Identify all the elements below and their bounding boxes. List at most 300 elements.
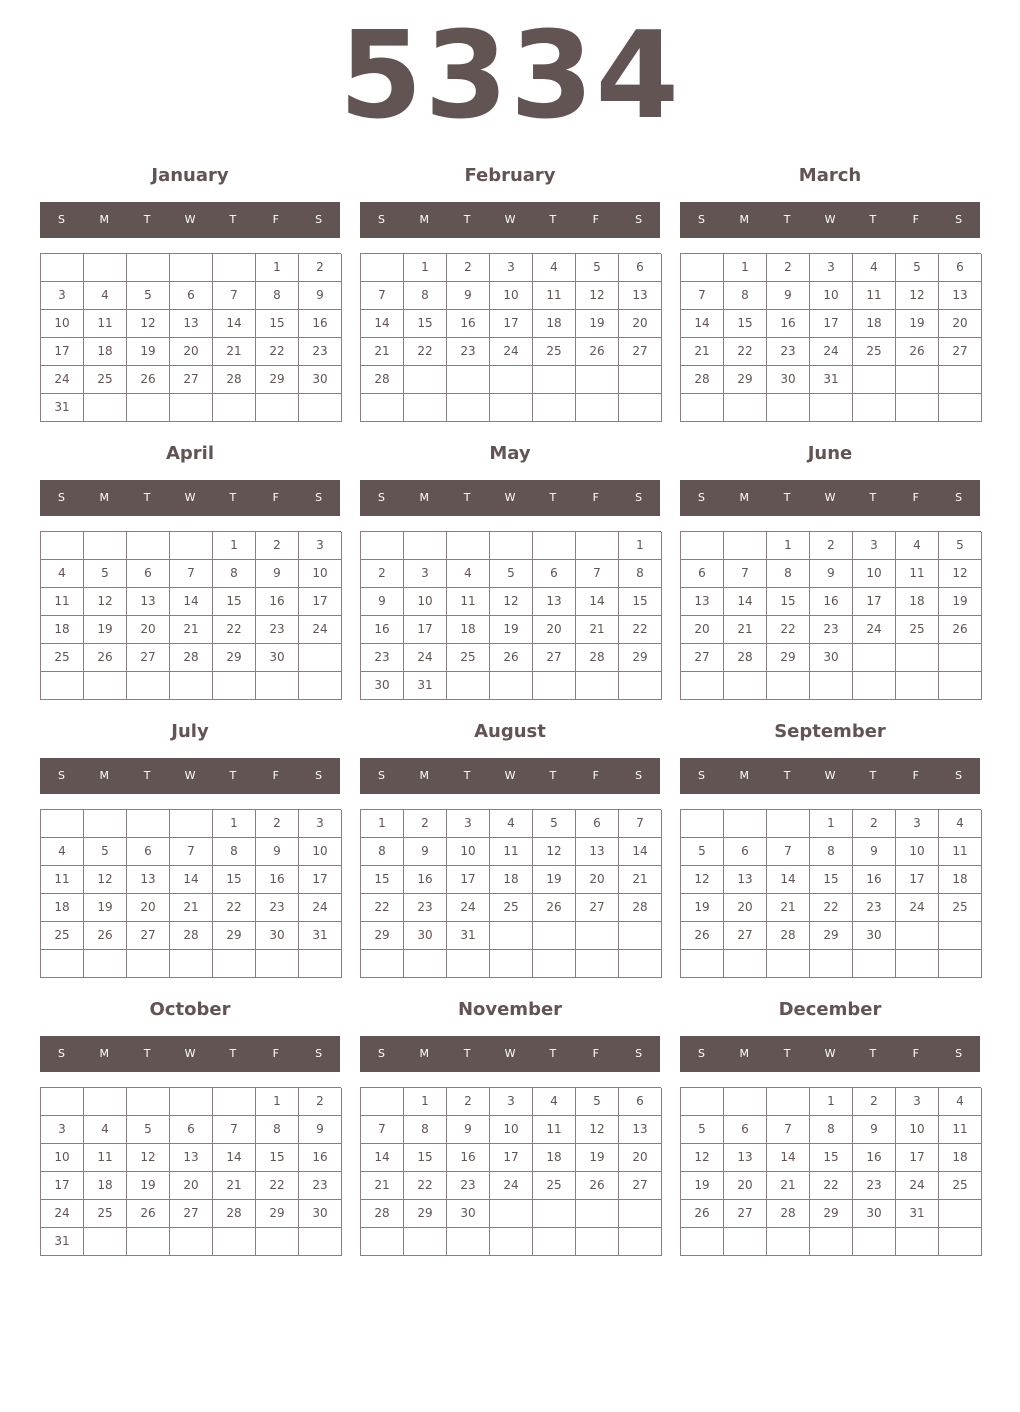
empty-day-cell bbox=[127, 532, 170, 560]
month-name: February bbox=[464, 165, 556, 186]
day-cell: 24 bbox=[896, 1172, 939, 1200]
weekday-header bbox=[680, 758, 980, 794]
day-cell: 14 bbox=[576, 588, 619, 616]
empty-day-cell bbox=[533, 394, 576, 422]
day-grid bbox=[40, 809, 341, 978]
empty-day-cell bbox=[896, 394, 939, 422]
day-cell: 25 bbox=[41, 922, 84, 950]
empty-day-cell bbox=[533, 672, 576, 700]
empty-day-cell bbox=[127, 672, 170, 700]
day-cell: 28 bbox=[213, 1200, 256, 1228]
day-cell: 4 bbox=[533, 1088, 576, 1116]
empty-day-cell bbox=[41, 950, 84, 978]
day-cell: 17 bbox=[490, 1144, 533, 1172]
day-cell: 22 bbox=[361, 894, 404, 922]
day-cell: 18 bbox=[447, 616, 490, 644]
weekday-header bbox=[360, 758, 660, 794]
day-cell: 31 bbox=[404, 672, 447, 700]
day-cell: 8 bbox=[213, 838, 256, 866]
day-cell: 14 bbox=[767, 1144, 810, 1172]
day-cell: 14 bbox=[724, 588, 767, 616]
empty-day-cell bbox=[619, 1200, 662, 1228]
day-cell: 30 bbox=[447, 1200, 490, 1228]
empty-day-cell bbox=[361, 394, 404, 422]
day-cell: 28 bbox=[361, 1200, 404, 1228]
day-cell: 14 bbox=[213, 310, 256, 338]
day-cell: 7 bbox=[170, 560, 213, 588]
day-cell: 13 bbox=[724, 866, 767, 894]
day-cell: 7 bbox=[767, 838, 810, 866]
empty-day-cell bbox=[490, 532, 533, 560]
day-cell: 16 bbox=[404, 866, 447, 894]
month-name: May bbox=[489, 443, 531, 464]
day-grid bbox=[40, 1087, 341, 1256]
weekday-label: T bbox=[783, 769, 791, 782]
day-cell: 19 bbox=[127, 338, 170, 366]
day-cell: 25 bbox=[939, 894, 982, 922]
weekday-label: M bbox=[99, 213, 110, 226]
day-cell: 12 bbox=[576, 282, 619, 310]
empty-day-cell bbox=[681, 1088, 724, 1116]
empty-day-cell bbox=[810, 394, 853, 422]
day-grid bbox=[360, 531, 661, 700]
day-cell: 16 bbox=[361, 616, 404, 644]
empty-day-cell bbox=[681, 950, 724, 978]
weekday-label: T bbox=[869, 491, 877, 504]
day-cell: 15 bbox=[213, 588, 256, 616]
empty-day-cell bbox=[84, 394, 127, 422]
day-cell: 22 bbox=[256, 338, 299, 366]
empty-day-cell bbox=[361, 1088, 404, 1116]
day-cell: 26 bbox=[576, 338, 619, 366]
weekday-label: W bbox=[184, 213, 196, 226]
day-cell: 3 bbox=[896, 1088, 939, 1116]
empty-day-cell bbox=[299, 1228, 342, 1256]
empty-day-cell bbox=[170, 532, 213, 560]
day-cell: 16 bbox=[256, 588, 299, 616]
day-cell: 28 bbox=[170, 922, 213, 950]
day-cell: 21 bbox=[767, 894, 810, 922]
empty-day-cell bbox=[404, 1228, 447, 1256]
weekday-label: M bbox=[99, 491, 110, 504]
weekday-header bbox=[360, 1036, 660, 1072]
weekday-label: W bbox=[504, 769, 516, 782]
day-cell: 16 bbox=[810, 588, 853, 616]
weekday-label: S bbox=[57, 769, 65, 782]
day-cell: 10 bbox=[810, 282, 853, 310]
weekday-label: W bbox=[504, 213, 516, 226]
day-cell: 30 bbox=[361, 672, 404, 700]
empty-day-cell bbox=[619, 366, 662, 394]
weekday-label: F bbox=[272, 491, 279, 504]
weekday-label: F bbox=[272, 769, 279, 782]
weekday-label: F bbox=[912, 491, 919, 504]
empty-day-cell bbox=[724, 950, 767, 978]
day-cell: 22 bbox=[810, 1172, 853, 1200]
day-cell: 4 bbox=[447, 560, 490, 588]
day-cell: 28 bbox=[724, 644, 767, 672]
day-cell: 15 bbox=[724, 310, 767, 338]
weekday-label: T bbox=[549, 769, 557, 782]
day-cell: 30 bbox=[299, 1200, 342, 1228]
empty-day-cell bbox=[724, 532, 767, 560]
empty-day-cell bbox=[170, 1088, 213, 1116]
day-cell: 29 bbox=[213, 644, 256, 672]
empty-day-cell bbox=[724, 1228, 767, 1256]
day-cell: 9 bbox=[767, 282, 810, 310]
day-cell: 8 bbox=[619, 560, 662, 588]
weekday-label: W bbox=[504, 491, 516, 504]
empty-day-cell bbox=[767, 950, 810, 978]
day-cell: 27 bbox=[619, 1172, 662, 1200]
day-cell: 21 bbox=[170, 616, 213, 644]
empty-day-cell bbox=[896, 366, 939, 394]
day-grid bbox=[680, 1087, 981, 1256]
weekday-label: M bbox=[739, 1047, 750, 1060]
weekday-label: W bbox=[824, 491, 836, 504]
day-cell: 23 bbox=[447, 1172, 490, 1200]
day-cell: 3 bbox=[896, 810, 939, 838]
day-cell: 2 bbox=[447, 1088, 490, 1116]
weekday-label: S bbox=[57, 491, 65, 504]
day-grid bbox=[680, 253, 981, 422]
weekday-label: S bbox=[697, 213, 705, 226]
day-cell: 29 bbox=[767, 644, 810, 672]
empty-day-cell bbox=[447, 672, 490, 700]
day-cell: 6 bbox=[576, 810, 619, 838]
day-cell: 10 bbox=[299, 838, 342, 866]
day-cell: 11 bbox=[896, 560, 939, 588]
empty-day-cell bbox=[533, 950, 576, 978]
weekday-label: F bbox=[592, 1047, 599, 1060]
day-cell: 15 bbox=[256, 1144, 299, 1172]
day-cell: 24 bbox=[404, 644, 447, 672]
empty-day-cell bbox=[533, 532, 576, 560]
month-march bbox=[680, 160, 981, 430]
empty-day-cell bbox=[681, 672, 724, 700]
day-cell: 18 bbox=[939, 1144, 982, 1172]
weekday-label: T bbox=[143, 769, 151, 782]
day-cell: 15 bbox=[213, 866, 256, 894]
day-cell: 14 bbox=[170, 866, 213, 894]
day-cell: 25 bbox=[533, 338, 576, 366]
day-cell: 9 bbox=[299, 282, 342, 310]
weekday-label: M bbox=[739, 491, 750, 504]
day-cell: 20 bbox=[170, 1172, 213, 1200]
day-cell: 17 bbox=[896, 866, 939, 894]
weekday-label: T bbox=[549, 1047, 557, 1060]
day-cell: 31 bbox=[41, 394, 84, 422]
day-cell: 14 bbox=[681, 310, 724, 338]
empty-day-cell bbox=[447, 1228, 490, 1256]
day-cell: 28 bbox=[213, 366, 256, 394]
day-cell: 13 bbox=[170, 310, 213, 338]
day-cell: 23 bbox=[447, 338, 490, 366]
empty-day-cell bbox=[170, 1228, 213, 1256]
day-cell: 21 bbox=[619, 866, 662, 894]
day-cell: 1 bbox=[256, 1088, 299, 1116]
empty-day-cell bbox=[939, 950, 982, 978]
empty-day-cell bbox=[767, 810, 810, 838]
day-cell: 16 bbox=[767, 310, 810, 338]
day-cell: 7 bbox=[619, 810, 662, 838]
day-cell: 29 bbox=[810, 1200, 853, 1228]
empty-day-cell bbox=[213, 1088, 256, 1116]
day-cell: 31 bbox=[810, 366, 853, 394]
empty-day-cell bbox=[127, 254, 170, 282]
day-cell: 17 bbox=[299, 588, 342, 616]
month-october bbox=[40, 994, 341, 1264]
month-april bbox=[40, 438, 341, 708]
weekday-label: F bbox=[272, 1047, 279, 1060]
day-cell: 28 bbox=[361, 366, 404, 394]
weekday-label: S bbox=[315, 213, 323, 226]
day-cell: 10 bbox=[41, 1144, 84, 1172]
weekday-header bbox=[680, 202, 980, 238]
weekday-label: M bbox=[419, 491, 430, 504]
day-cell: 22 bbox=[404, 1172, 447, 1200]
day-cell: 9 bbox=[404, 838, 447, 866]
empty-day-cell bbox=[490, 672, 533, 700]
month-december bbox=[680, 994, 981, 1264]
day-cell: 19 bbox=[681, 894, 724, 922]
empty-day-cell bbox=[896, 672, 939, 700]
day-cell: 13 bbox=[619, 282, 662, 310]
day-cell: 9 bbox=[853, 1116, 896, 1144]
day-cell: 23 bbox=[810, 616, 853, 644]
empty-day-cell bbox=[939, 366, 982, 394]
day-cell: 5 bbox=[576, 254, 619, 282]
month-february bbox=[360, 160, 661, 430]
day-cell: 25 bbox=[490, 894, 533, 922]
day-cell: 7 bbox=[213, 1116, 256, 1144]
empty-day-cell bbox=[490, 366, 533, 394]
day-cell: 26 bbox=[127, 1200, 170, 1228]
weekday-label: S bbox=[697, 769, 705, 782]
day-cell: 8 bbox=[724, 282, 767, 310]
day-cell: 10 bbox=[896, 838, 939, 866]
empty-day-cell bbox=[299, 644, 342, 672]
empty-day-cell bbox=[939, 1200, 982, 1228]
day-cell: 31 bbox=[299, 922, 342, 950]
day-cell: 1 bbox=[361, 810, 404, 838]
day-cell: 18 bbox=[533, 1144, 576, 1172]
day-cell: 30 bbox=[810, 644, 853, 672]
day-cell: 27 bbox=[681, 644, 724, 672]
day-cell: 18 bbox=[533, 310, 576, 338]
weekday-label: W bbox=[184, 1047, 196, 1060]
empty-day-cell bbox=[490, 1200, 533, 1228]
day-cell: 4 bbox=[853, 254, 896, 282]
day-cell: 2 bbox=[299, 254, 342, 282]
day-cell: 11 bbox=[490, 838, 533, 866]
day-cell: 30 bbox=[256, 644, 299, 672]
day-cell: 1 bbox=[810, 1088, 853, 1116]
weekday-label: S bbox=[315, 769, 323, 782]
day-cell: 20 bbox=[170, 338, 213, 366]
day-cell: 15 bbox=[810, 866, 853, 894]
weekday-label: W bbox=[184, 769, 196, 782]
day-cell: 29 bbox=[361, 922, 404, 950]
day-cell: 27 bbox=[724, 1200, 767, 1228]
weekday-label: M bbox=[419, 213, 430, 226]
day-cell: 14 bbox=[619, 838, 662, 866]
day-cell: 21 bbox=[170, 894, 213, 922]
day-cell: 14 bbox=[213, 1144, 256, 1172]
empty-day-cell bbox=[533, 366, 576, 394]
month-name: September bbox=[774, 721, 886, 742]
empty-day-cell bbox=[41, 810, 84, 838]
weekday-label: S bbox=[377, 1047, 385, 1060]
day-cell: 20 bbox=[619, 1144, 662, 1172]
weekday-label: T bbox=[549, 491, 557, 504]
day-cell: 16 bbox=[299, 310, 342, 338]
weekday-label: T bbox=[463, 1047, 471, 1060]
month-name: August bbox=[474, 721, 546, 742]
day-cell: 19 bbox=[576, 1144, 619, 1172]
day-cell: 13 bbox=[576, 838, 619, 866]
day-cell: 23 bbox=[256, 894, 299, 922]
empty-day-cell bbox=[576, 1228, 619, 1256]
day-cell: 5 bbox=[681, 838, 724, 866]
weekday-header bbox=[360, 202, 660, 238]
day-cell: 31 bbox=[896, 1200, 939, 1228]
empty-day-cell bbox=[447, 950, 490, 978]
day-cell: 21 bbox=[681, 338, 724, 366]
empty-day-cell bbox=[896, 1228, 939, 1256]
empty-day-cell bbox=[724, 1088, 767, 1116]
weekday-label: F bbox=[912, 213, 919, 226]
day-cell: 9 bbox=[447, 282, 490, 310]
month-september bbox=[680, 716, 981, 986]
empty-day-cell bbox=[533, 1228, 576, 1256]
day-cell: 15 bbox=[404, 1144, 447, 1172]
day-cell: 26 bbox=[84, 644, 127, 672]
day-cell: 6 bbox=[939, 254, 982, 282]
day-cell: 13 bbox=[170, 1144, 213, 1172]
month-january bbox=[40, 160, 341, 430]
weekday-label: S bbox=[697, 491, 705, 504]
day-cell: 7 bbox=[681, 282, 724, 310]
empty-day-cell bbox=[84, 532, 127, 560]
day-grid bbox=[680, 809, 981, 978]
empty-day-cell bbox=[576, 366, 619, 394]
day-cell: 4 bbox=[84, 1116, 127, 1144]
day-cell: 22 bbox=[724, 338, 767, 366]
day-cell: 3 bbox=[299, 532, 342, 560]
day-cell: 10 bbox=[41, 310, 84, 338]
empty-day-cell bbox=[896, 644, 939, 672]
empty-day-cell bbox=[41, 672, 84, 700]
weekday-label: M bbox=[99, 1047, 110, 1060]
day-cell: 1 bbox=[810, 810, 853, 838]
empty-day-cell bbox=[767, 1088, 810, 1116]
day-cell: 29 bbox=[256, 1200, 299, 1228]
empty-day-cell bbox=[619, 672, 662, 700]
empty-day-cell bbox=[84, 810, 127, 838]
year-title: 5334 bbox=[339, 7, 681, 146]
day-cell: 29 bbox=[256, 366, 299, 394]
day-cell: 10 bbox=[299, 560, 342, 588]
day-cell: 12 bbox=[681, 1144, 724, 1172]
empty-day-cell bbox=[256, 394, 299, 422]
day-cell: 12 bbox=[490, 588, 533, 616]
day-cell: 23 bbox=[853, 1172, 896, 1200]
day-cell: 27 bbox=[724, 922, 767, 950]
weekday-label: T bbox=[229, 1047, 237, 1060]
day-cell: 7 bbox=[767, 1116, 810, 1144]
weekday-label: M bbox=[419, 769, 430, 782]
empty-day-cell bbox=[939, 672, 982, 700]
weekday-label: T bbox=[229, 491, 237, 504]
day-cell: 15 bbox=[361, 866, 404, 894]
day-grid bbox=[360, 1087, 661, 1256]
empty-day-cell bbox=[767, 1228, 810, 1256]
day-cell: 28 bbox=[619, 894, 662, 922]
empty-day-cell bbox=[84, 1088, 127, 1116]
empty-day-cell bbox=[853, 1228, 896, 1256]
day-cell: 9 bbox=[810, 560, 853, 588]
day-cell: 11 bbox=[84, 310, 127, 338]
day-cell: 9 bbox=[256, 838, 299, 866]
day-cell: 8 bbox=[404, 1116, 447, 1144]
day-cell: 23 bbox=[853, 894, 896, 922]
day-cell: 2 bbox=[361, 560, 404, 588]
empty-day-cell bbox=[361, 254, 404, 282]
empty-day-cell bbox=[170, 254, 213, 282]
weekday-label: F bbox=[912, 769, 919, 782]
weekday-header bbox=[40, 1036, 340, 1072]
empty-day-cell bbox=[256, 672, 299, 700]
day-cell: 25 bbox=[896, 616, 939, 644]
day-cell: 30 bbox=[299, 366, 342, 394]
weekday-label: M bbox=[739, 769, 750, 782]
weekday-label: S bbox=[315, 491, 323, 504]
day-cell: 13 bbox=[533, 588, 576, 616]
empty-day-cell bbox=[810, 950, 853, 978]
day-cell: 3 bbox=[447, 810, 490, 838]
day-cell: 5 bbox=[490, 560, 533, 588]
empty-day-cell bbox=[681, 532, 724, 560]
day-cell: 17 bbox=[853, 588, 896, 616]
day-cell: 20 bbox=[127, 616, 170, 644]
day-cell: 15 bbox=[810, 1144, 853, 1172]
day-cell: 17 bbox=[41, 338, 84, 366]
day-cell: 8 bbox=[810, 1116, 853, 1144]
empty-day-cell bbox=[810, 1228, 853, 1256]
empty-day-cell bbox=[404, 532, 447, 560]
day-cell: 18 bbox=[896, 588, 939, 616]
day-cell: 25 bbox=[41, 644, 84, 672]
day-cell: 19 bbox=[127, 1172, 170, 1200]
weekday-header bbox=[680, 1036, 980, 1072]
day-cell: 24 bbox=[896, 894, 939, 922]
empty-day-cell bbox=[84, 1228, 127, 1256]
day-cell: 3 bbox=[853, 532, 896, 560]
day-cell: 24 bbox=[299, 616, 342, 644]
day-cell: 18 bbox=[41, 894, 84, 922]
weekday-label: S bbox=[57, 213, 65, 226]
day-cell: 13 bbox=[939, 282, 982, 310]
day-cell: 21 bbox=[361, 338, 404, 366]
empty-day-cell bbox=[41, 532, 84, 560]
day-grid bbox=[360, 809, 661, 978]
day-cell: 11 bbox=[41, 866, 84, 894]
empty-day-cell bbox=[724, 394, 767, 422]
empty-day-cell bbox=[853, 672, 896, 700]
day-cell: 30 bbox=[256, 922, 299, 950]
day-cell: 29 bbox=[213, 922, 256, 950]
